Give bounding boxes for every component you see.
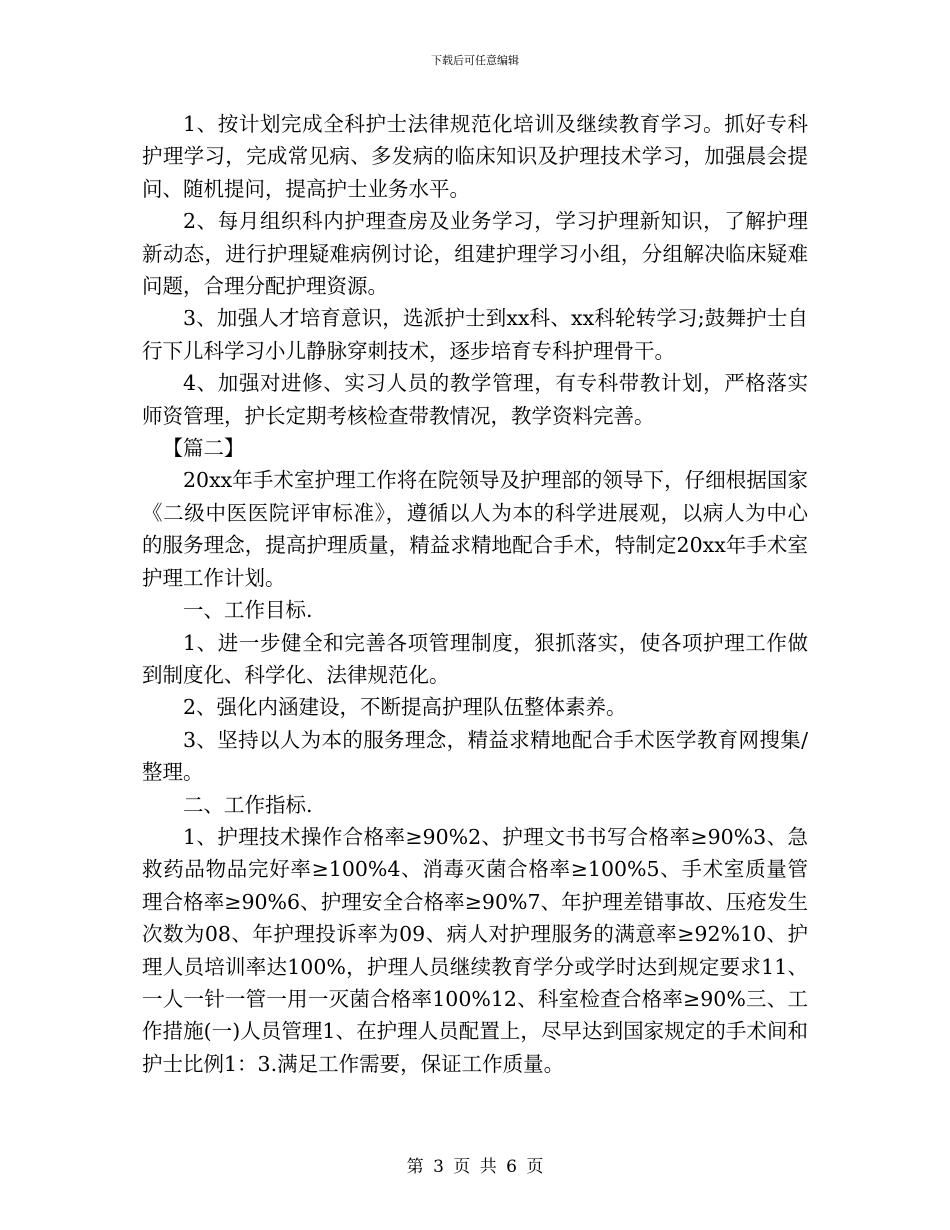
heading-work-indicators: 二、工作指标. bbox=[183, 792, 313, 817]
header-note: 下载后可任意编辑 bbox=[431, 54, 519, 67]
paragraph-indicators: 1、护理技术操作合格率≥90%2、护理文书书写合格率≥90%3、急救药品物品完好率≥100%4、消毒灭菌合格率≥100%5、手术室质量管理合格率≥90%6、护理安全合格率≥90%7、年护理差错事故、压疮发生次数为08、年护理投诉率为09、病人对护理服务的满意率≥92%10、护理人员培训率达100%，护理人员继续教育学分或学时达到规定要求11、一人一针一管一用一灭菌合格率100%12、科室检查合格率≥90%三、工作措施(一)人员管理1、在护理人员配置上，尽早达到国家规定的手术间和护士比例1：3.满足工作需要，保证工作质量。 bbox=[142, 824, 808, 1076]
paragraph-4: 4、加强对进修、实习人员的教学管理，有专科带教计划，严格落实师资管理，护长定期考核检查带教情况，教学资料完善。 bbox=[142, 371, 808, 428]
page-number: 第 3 页 共 6 页 bbox=[406, 1157, 544, 1177]
paragraph-goal-3: 3、坚持以人为本的服务理念，精益求精地配合手术医学教育网搜集/整理。 bbox=[142, 727, 808, 785]
section-heading: 【篇二】 bbox=[162, 436, 245, 461]
paragraph-goal-1: 1、进一步健全和完善各项管理制度，狠抓落实，使各项护理工作做到制度化、科学化、法律规范化。 bbox=[142, 630, 808, 687]
paragraph-2: 2、每月组织科内护理查房及业务学习，学习护理新知识，了解护理新动态，进行护理疑难病例讨论，组建护理学习小组，分组解决临床疑难问题，合理分配护理资源。 bbox=[142, 209, 808, 299]
heading-work-goals: 一、工作目标. bbox=[183, 598, 313, 623]
paragraph-3: 3、加强人才培育意识，选派护士到xx科、xx科轮转学习;鼓舞护士自行下儿科学习小儿静脉穿刺技术，逐步培育专科护理骨干。 bbox=[142, 306, 808, 363]
document-body bbox=[142, 108, 808, 1080]
paragraph-intro: 20xx年手术室护理工作将在院领导及护理部的领导下，仔细根据国家《二级中医医院评审标准》，遵循以人为本的科学进展观，以病人为中心的服务理念，提高护理质量，精益求精地配合手术，特制定20xx年手术室护理工作计划。 bbox=[142, 468, 808, 590]
paragraph-1: 1、按计划完成全科护士法律规范化培训及继续教育学习。抓好专科护理学习，完成常见病、多发病的临床知识及护理技术学习，加强晨会提问、随机提问，提高护士业务水平。 bbox=[142, 112, 808, 201]
paragraph-goal-2: 2、强化内涵建设，不断提高护理队伍整体素养。 bbox=[183, 695, 627, 720]
